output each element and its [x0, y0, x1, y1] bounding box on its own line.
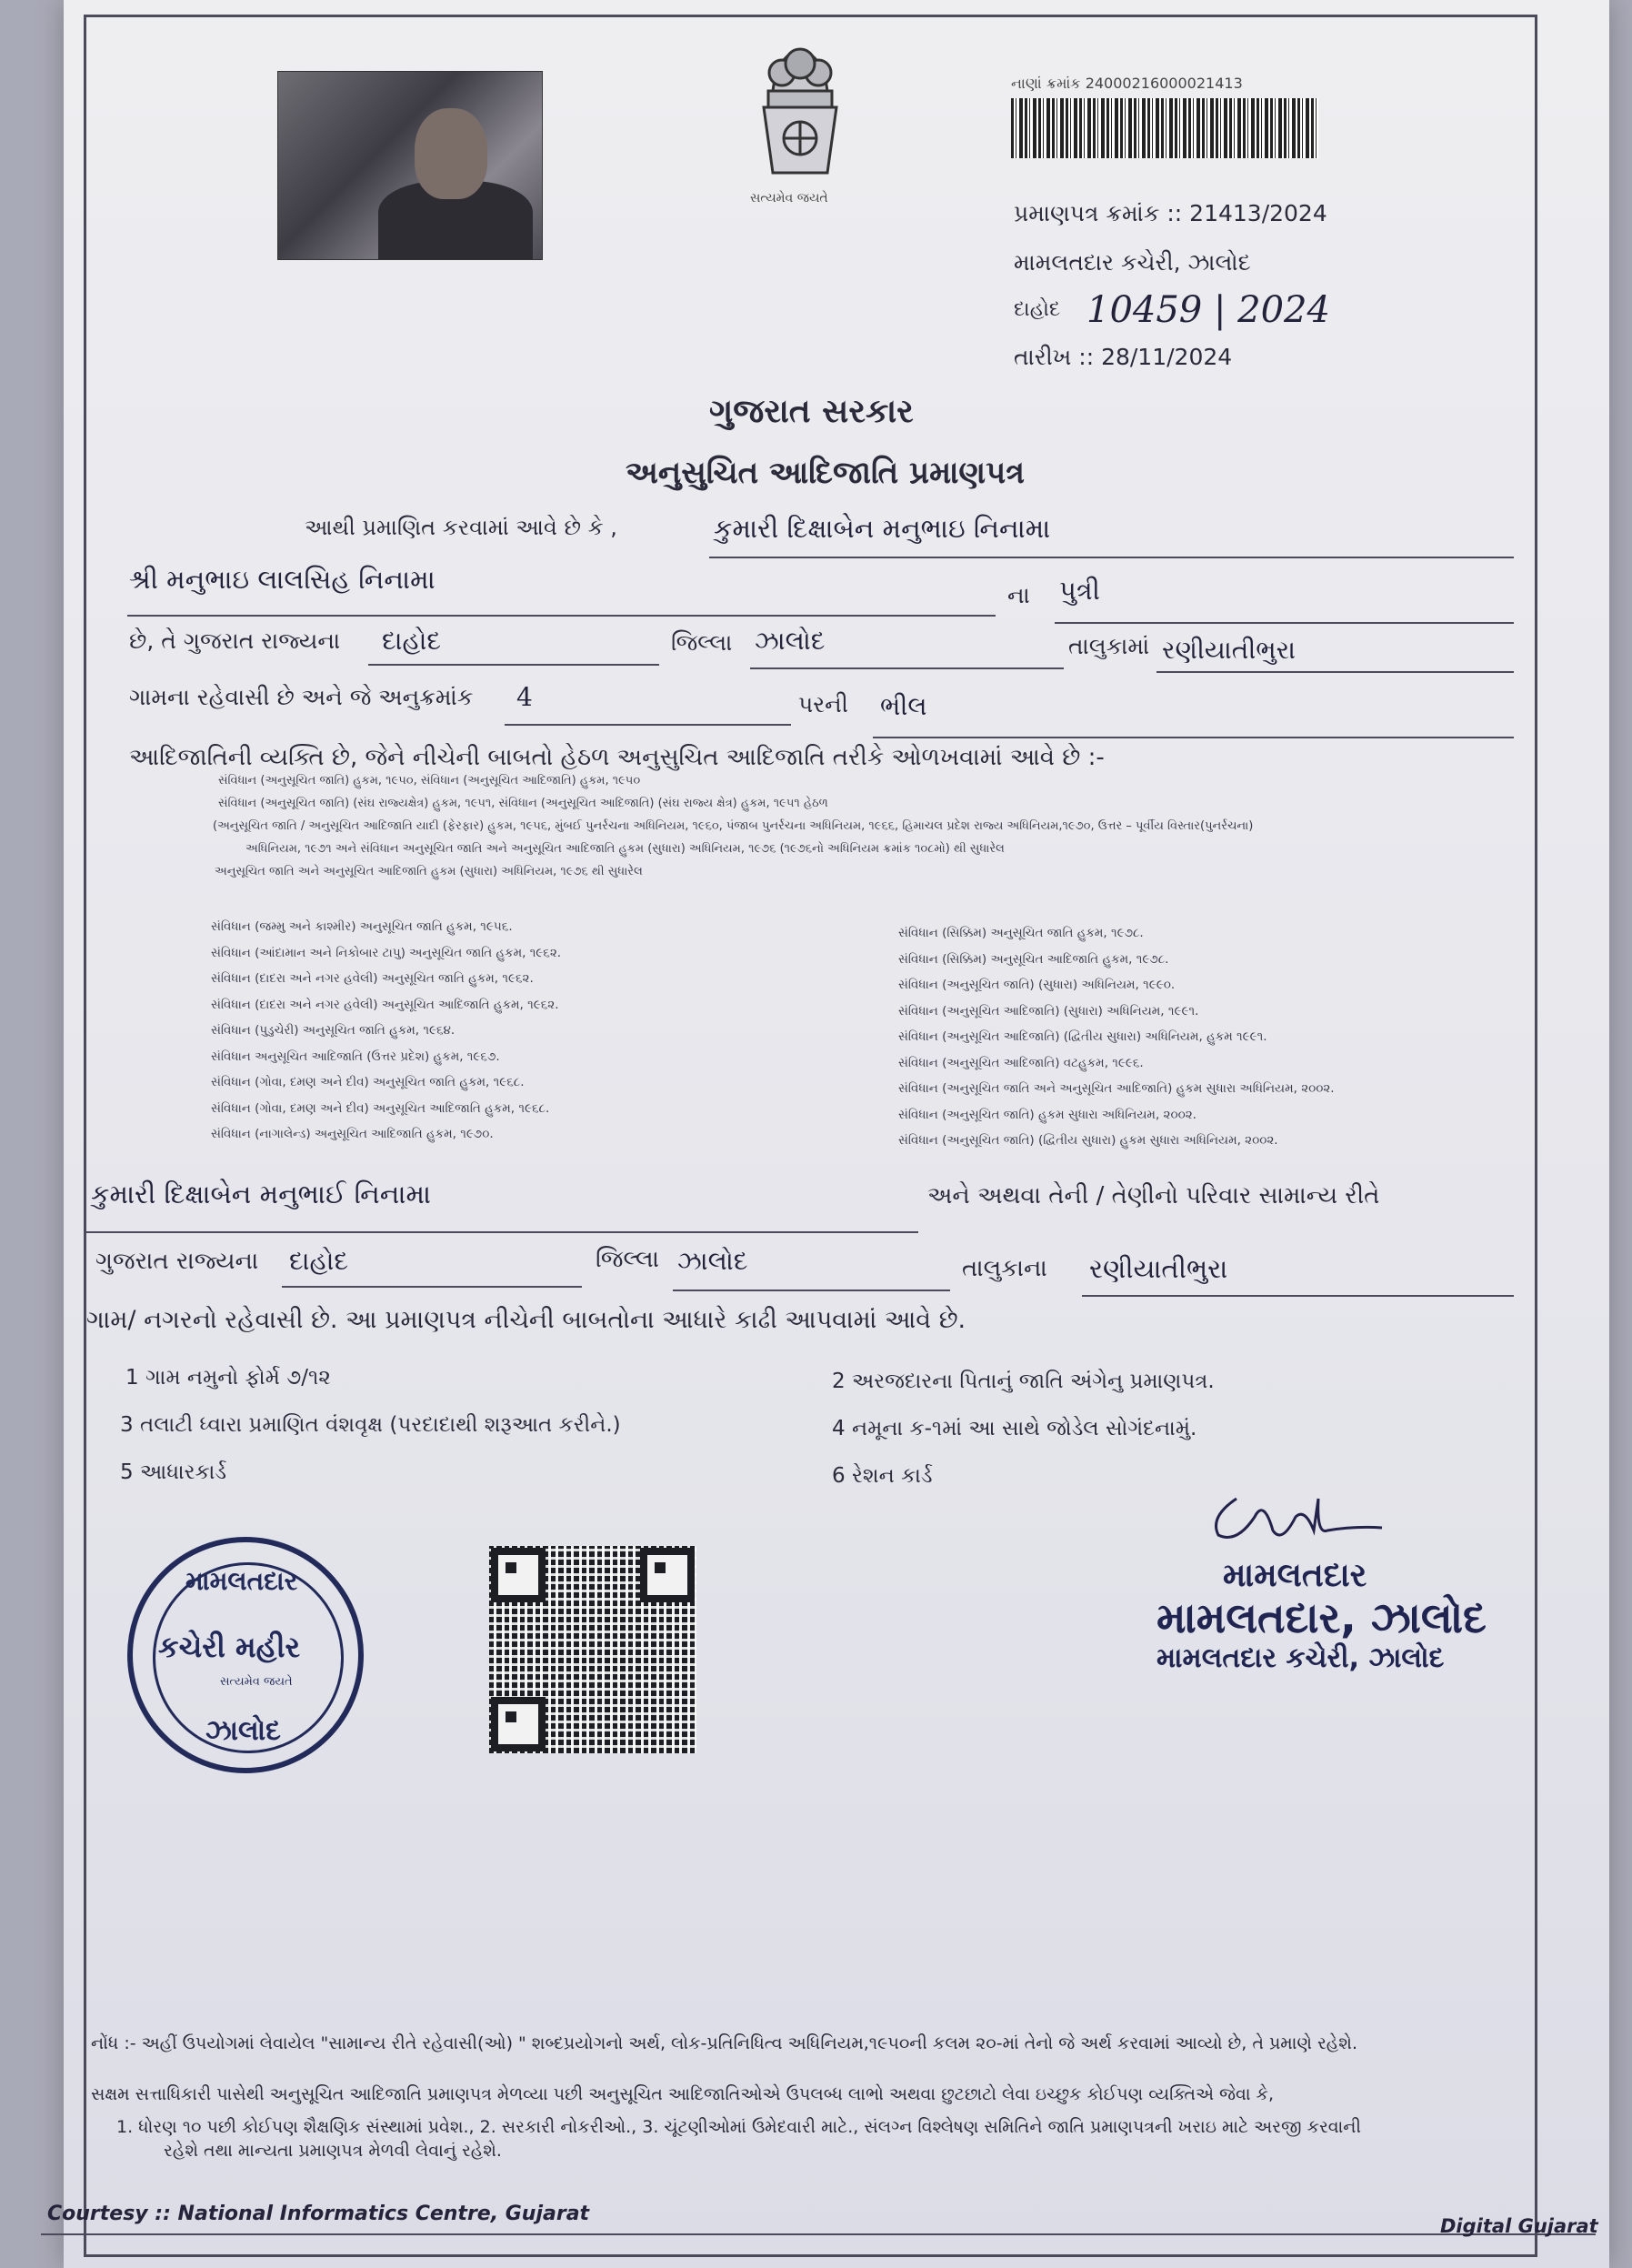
father-name: શ્રી મનુભાઇ લાલસિહ નિનામા	[129, 564, 436, 595]
order-line: સંવિધાન (સિક્કિમ) અનુસૂચિત જાતિ હુકમ, ૧૯૭૮.	[898, 926, 1144, 940]
orders-top	[213, 769, 1254, 883]
national-emblem-icon	[736, 36, 864, 209]
family-district-label: જિલ્લા	[596, 1246, 660, 1273]
order-line: સંવિધાન (અનુસૂચિત આદિજાતિ) વટહુકમ, ૧૯૯૬.	[898, 1055, 1144, 1070]
signature	[1200, 1480, 1391, 1553]
order-line: અધિનિયમ, ૧૯૭૧ અને સંવિધાન અનુસૂચિત જાતિ અને અનુસૂચિત આદિજાતિ હુકમ (સુધારા) અધિનિયમ, ૧૯૭૬ (૧૯૭૬નો અધિનિયમ ક્રમાંક ૧૦૮મો) થી સુધારેલ	[245, 842, 1005, 856]
certificate-title: અનુસુચિત આદિજાતિ પ્રમાણપત્ર	[626, 455, 1026, 491]
order-line: (અનુસૂચિત જાતિ / અનુસૂચિત આદિજાતિ યાદી (ફેરફાર) હુકમ, ૧૯૫૬, મુંબઈ પુનર્રચના અધિનિયમ, ૧૯૬૦, પંજાબ પુનર્રચના અધિનિયમ, ૧૯૬૬, હિમાચલ પ્રદેશ રાજ્ય અધિનિયમ,૧૯૭૦, ઉત્તર – પૂર્વીય વિસ્તાર(પુનર્રચના)	[213, 819, 1254, 833]
orders-right	[898, 920, 1335, 1154]
signature-role: મામલતદાર	[1223, 1557, 1367, 1594]
order-line: સંવિધાન (અનુસૂચિત જાતિ) (દ્વિતીય સુધારા) હુકમ સુધારા અધિનિયમ, ૨૦૦૨.	[898, 1133, 1278, 1148]
order-line: સંવિધાન (ગોવા, દમણ અને દીવ) અનુસૂચિત જાતિ હુકમ, ૧૯૬૮.	[211, 1075, 525, 1089]
note-residence: નોંધ :- અહીં ઉપયોગમાં લેવાયેલ "સામાન્ય રીતે રહેવાસી(ઓ) " શબ્દપ્રયોગનો અર્થ, લોક-પ્રતિનિધિત્વ અધિનિયમ,૧૯૫૦ની કલમ ૨૦-માં તેનો જે અર્થ કરવામાં આવ્યો છે, તે પ્રમાણે રહેશે.	[91, 2033, 1357, 2053]
of-label: ના	[1007, 582, 1030, 608]
family-taluka-label: તાલુકાના	[962, 1255, 1047, 1282]
order-line: સંવિધાન (દાદરા અને નગર હવેલી) અનુસૂચિત આદિજાતિ હુકમ, ૧૯૬૨.	[211, 997, 559, 1012]
basis-item: 1 ગામ નમુનો ફોર્મ ૭/૧૨	[125, 1366, 331, 1390]
barcode-number: નાણાં ક્રમાંક 24000216000021413	[1011, 75, 1243, 92]
orders-left	[211, 914, 561, 1148]
order-line: સંવિધાન અનુસૂચિત આદિજાતિ (ઉત્તર પ્રદેશ) હુકમ, ૧૯૬૭.	[211, 1049, 500, 1064]
district: દાહોદ	[382, 626, 442, 656]
order-line: અનુસૂચિત જાતિ અને અનુસૂચિત આદિજાતિ હુકમ (સુધારા) અધિનિયમ, ૧૯૭૬ થી સુધારેલ	[215, 865, 643, 878]
signature-stamp: મામલતદાર, ઝાલોદ	[1156, 1593, 1487, 1642]
seal-motto: સત્યમેવ જયતે	[220, 1675, 293, 1689]
family-district: દાહોદ	[289, 1246, 349, 1276]
basis-item: 6 રેશન કાર્ડ	[832, 1464, 933, 1488]
order-line: સંવિધાન (આંદામાન અને નિકોબાર ટાપુ) અનુસૂચિત જાતિ હુકમ, ૧૯૬૨.	[211, 945, 562, 960]
issue-date: તારીખ :: 28/11/2024	[1014, 344, 1233, 370]
order-line: સંવિધાન (પુડુચેરી) અનુસૂચિત જાતિ હુકમ, ૧૯૬૪.	[211, 1023, 456, 1038]
family-resident-text: ગામ/ નગરનો રહેવાસી છે. આ પ્રમાણપત્ર નીચેની બાબતોના આધારે કાઢી આપવામાં આવે છે.	[86, 1306, 966, 1334]
order-line: સંવિધાન (જમ્મુ અને કાશ્મીર) અનુસૂચિત જાતિ હુકમ, ૧૯૫૬.	[211, 919, 513, 934]
state-label: છે, તે ગુજરાત રાજ્યના	[129, 627, 341, 654]
order-line: સંવિધાન (અનુસૂચિત જાતિ) (સંઘ રાજ્યક્ષેત્ર) હુકમ, ૧૯૫૧, સંવિધાન (અનુસૂચિત આદિજાતિ) (સંઘ રાજ્ય ક્ષેત્ર) હુકમ, ૧૯૫૧ હેઠળ	[218, 797, 828, 810]
basis-item: 3 તલાટી ધ્વારા પ્રમાણિત વંશવૃક્ષ (પરદાદાથી શરૂઆત કરીને.)	[120, 1413, 621, 1437]
issuing-office: મામલતદાર કચેરી, ઝાલોદ	[1014, 249, 1251, 276]
basis-item: 5 આધારકાર્ડ	[120, 1460, 227, 1484]
barcode	[1011, 98, 1318, 158]
taluka: ઝાલોદ	[755, 626, 826, 656]
resident-label: ગામના રહેવાસી છે અને જે અનુક્રમાંક	[129, 684, 474, 710]
footer-courtesy: Courtesy :: National Informatics Centre, Gujarat	[47, 2203, 590, 2225]
village: રણીયાતીભુરા	[1162, 635, 1297, 665]
applicant-name: કુમારી દિક્ષાબેન મનુભાઇ નિનામા	[714, 513, 1051, 544]
order-line: સંવિધાન (નાગાલેન્ડ) અનુસૂચિત આદિજાતિ હુકમ, ૧૯૭૦.	[211, 1127, 494, 1141]
order-line: સંવિધાન (ગોવા, દમણ અને દીવ) અનુસૂચિત આદિજાતિ હુકમ, ૧૯૬૮.	[211, 1100, 550, 1116]
seal-top-text: મામલતદાર	[185, 1566, 298, 1596]
order-line: સંવિધાન (અનુસૂચિત જાતિ અને અનુસૂચિત આદિજાતિ) હુકમ સુધારા અધિનિયમ, ૨૦૦૨.	[898, 1081, 1335, 1096]
recognition-text: આદિજાતિની વ્યક્તિ છે, જેને નીચેની બાબતો હેઠળ અનુસુચિત આદિજાતિ તરીકે ઓળખવામાં આવે છે :-	[129, 744, 1105, 771]
signature-office: મામલતદાર કચેરી, ઝાલોદ	[1156, 1642, 1445, 1674]
serial-number: 4	[516, 682, 533, 712]
order-line: સંવિધાન (અનુસૂચિત જાતિ) હુકમ સુધારા અધિનિયમ, ૨૦૦૨.	[898, 1107, 1196, 1122]
qr-code	[489, 1546, 696, 1753]
note-uses: 1. ધોરણ ૧૦ પછી કોઈપણ શૈક્ષણિક સંસ્થામાં પ્રવેશ., 2. સરકારી નોકરીઓ., 3. ચૂંટણીઓમાં ઉમેદવારી માટે., સંલગ્ન વિશ્લેષણ સમિતિને જાતિ પ્રમાણપત્રની ખરાઇ માટે અરજી કરવાની	[116, 2117, 1361, 2137]
order-line: સંવિધાન (અનુસૂચિત આદિજાતિ) (સુધારા) અધિનિયમ, ૧૯૯૧.	[898, 1003, 1199, 1019]
note-validity: રહેશે તથા માન્યતા પ્રમાણપત્ર મેળવી લેવાનું રહેશે.	[164, 2141, 502, 2161]
footer-brand: Digital Gujarat	[1440, 2215, 1598, 2237]
intro-text: આથી પ્રમાણિત કરવામાં આવે છે કે ,	[305, 515, 617, 540]
order-line: સંવિધાન (અનુસૂચિત આદિજાતિ) (દ્વિતીય સુધારા) અધિનિયમ, હુકમ ૧૯૯૧.	[898, 1029, 1267, 1044]
government-title: ગુજરાત સરકાર	[709, 393, 914, 430]
certificate-number: પ્રમાણપત્ર ક્રમાંક :: 21413/2024	[1014, 200, 1327, 226]
order-line: સંવિધાન (અનુસૂચિત જાતિ) (સુધારા) અધિનિયમ, ૧૯૯૦.	[898, 978, 1176, 992]
note-eligibility: સક્ષમ સત્તાધિકારી પાસેથી અનુસૂચિત આદિજાતિ પ્રમાણપત્ર મેળવ્યા પછી અનુસૂચિત આદિજાતિઓએ ઉપલબ્ધ લાભો અથવા છુટછાટો લેવા ઇચ્છુક કોઈપણ વ્યક્તિએ જેવા કે,	[91, 2084, 1274, 2104]
relation: પુત્રી	[1059, 575, 1100, 606]
seal-bottom-text: ઝાલોદ	[205, 1715, 281, 1747]
district-label: જિલ્લા	[671, 629, 733, 656]
inward-label: દાહોદ	[1014, 298, 1061, 321]
family-state-label: ગુજરાત રાજ્યના	[95, 1248, 259, 1275]
family-text: અને અથવા તેની / તેણીનો પરિવાર સામાન્ય રીતે	[927, 1182, 1380, 1209]
applicant-photo	[277, 71, 543, 260]
emblem-caption: સત્યમેવ જયતે	[750, 191, 828, 206]
family-name: કુમારી દિક્ષાબેન મનુભાઈ નિનામા	[91, 1179, 432, 1209]
basis-item: 4 નમૂના ક-૧માં આ સાથે જોડેલ સોગંદનામું.	[832, 1417, 1197, 1440]
seal-middle-text: કચેરી મહીર	[158, 1630, 301, 1664]
office-seal	[127, 1537, 364, 1773]
order-line: સંવિધાન (અનુસૂચિત જાતિ) હુકમ, ૧૯૫૦, સંવિધાન (અનુસૂચિત આદિજાતિ) હુકમ, ૧૯૫૦	[218, 774, 641, 788]
taluka-label: તાલુકામાં	[1068, 633, 1150, 659]
upon-label: પરની	[798, 691, 848, 718]
family-village: રણીયાતીભુરા	[1089, 1253, 1228, 1284]
tribe: ભીલ	[880, 691, 927, 721]
inward-number-handwritten: 10459 | 2024	[1086, 289, 1330, 331]
family-taluka: ઝાલોદ	[677, 1246, 748, 1276]
order-line: સંવિધાન (સિક્કિમ) અનુસૂચિત આદિજાતિ હુકમ, ૧૯૭૮.	[898, 951, 1169, 967]
basis-item: 2 અરજદારના પિતાનું જાતિ અંગેનુ પ્રમાણપત્ર.	[832, 1370, 1215, 1393]
order-line: સંવિધાન (દાદરા અને નગર હવેલી) અનુસૂચિત જાતિ હુકમ, ૧૯૬૨.	[211, 971, 534, 986]
